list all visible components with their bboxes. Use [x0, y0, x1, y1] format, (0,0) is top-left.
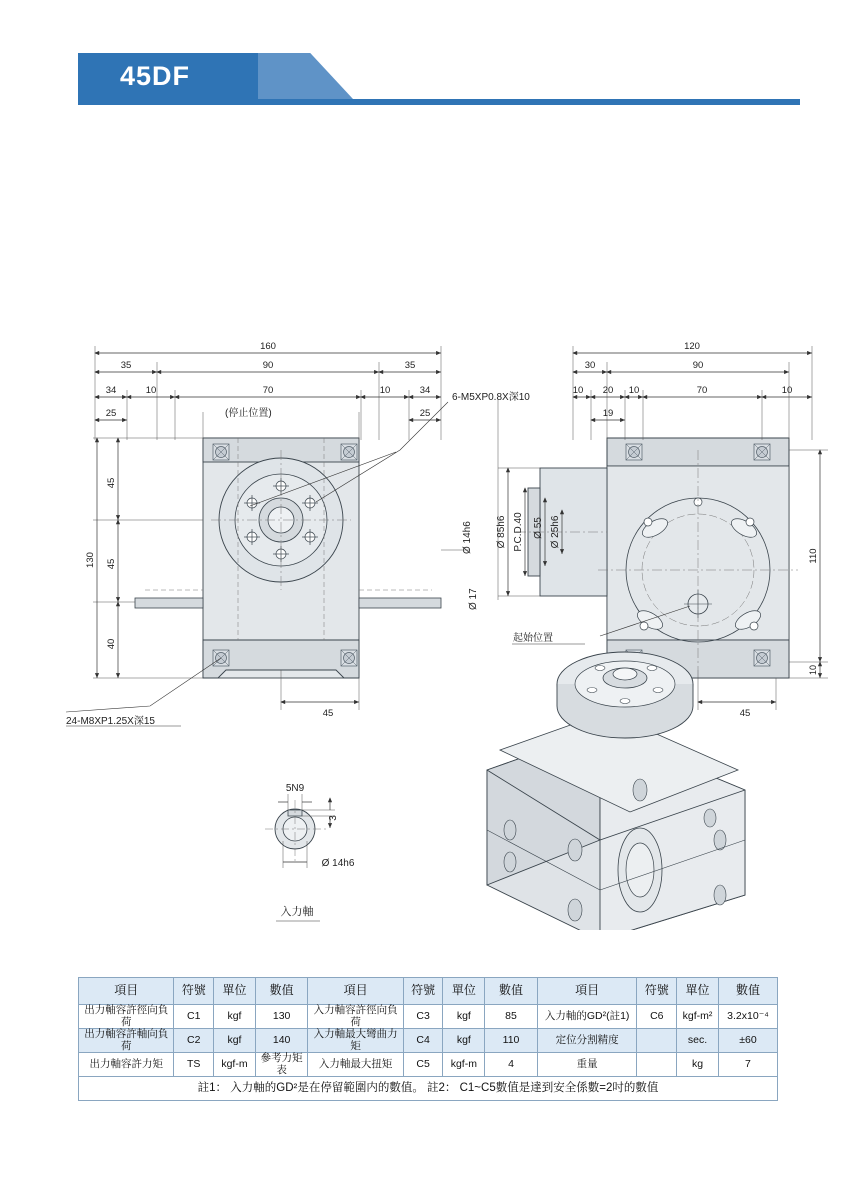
- cell: 140: [255, 1029, 308, 1053]
- cell: 4: [485, 1053, 538, 1077]
- cell: 入力軸最大彎曲力矩: [308, 1029, 403, 1053]
- svg-text:90: 90: [262, 360, 274, 371]
- svg-text:19: 19: [602, 408, 614, 419]
- svg-text:Ø 55: Ø 55: [533, 517, 544, 539]
- svg-text:45: 45: [106, 558, 117, 570]
- svg-text:45: 45: [106, 477, 117, 489]
- svg-text:Ø 14h6: Ø 14h6: [321, 858, 355, 869]
- cell: [637, 1029, 677, 1053]
- table-row: [79, 1005, 778, 1029]
- cell: 出力軸容許力矩: [79, 1053, 174, 1077]
- header-slant-shape: [258, 53, 353, 99]
- header-item-2: 項目: [308, 978, 403, 1005]
- header-sym-1: 符號: [174, 978, 214, 1005]
- header-sym-3: 符號: [637, 978, 677, 1005]
- svg-text:Ø 25h6: Ø 25h6: [550, 515, 561, 549]
- header-underline: [78, 99, 800, 105]
- header-unit-1: 單位: [214, 978, 256, 1005]
- svg-text:P.C.D.40: P.C.D.40: [513, 512, 524, 552]
- cell: kgf-m²: [677, 1005, 719, 1029]
- cell: 出力軸容許軸向負荷: [79, 1029, 174, 1053]
- cell: C6: [637, 1005, 677, 1029]
- svg-text:40: 40: [106, 638, 117, 650]
- table-header-row: [79, 978, 778, 1005]
- header-item-3: 項目: [537, 978, 637, 1005]
- svg-text:110: 110: [808, 548, 819, 564]
- svg-text:Ø 17: Ø 17: [468, 588, 479, 610]
- svg-text:(停止位置): (停止位置): [225, 408, 272, 419]
- cell: 入力軸容許徑向負荷: [308, 1005, 403, 1029]
- svg-text:34: 34: [419, 385, 431, 396]
- cell: 7: [718, 1053, 777, 1077]
- svg-text:70: 70: [262, 385, 274, 396]
- cell: 定位分割精度: [537, 1029, 637, 1053]
- svg-text:10: 10: [379, 385, 391, 396]
- cell: ±60: [718, 1029, 777, 1053]
- table-row: [79, 1029, 778, 1053]
- header-val-1: 數值: [255, 978, 308, 1005]
- technical-drawing-area: [0, 150, 855, 930]
- header-val-3: 數值: [718, 978, 777, 1005]
- cell: C3: [403, 1005, 443, 1029]
- specification-table: [78, 977, 778, 1101]
- cell: 參考力矩表: [255, 1053, 308, 1077]
- header-unit-3: 單位: [677, 978, 719, 1005]
- cell: 出力軸容許徑向負荷: [79, 1005, 174, 1029]
- drawing-svg: [0, 150, 855, 930]
- cell: C1: [174, 1005, 214, 1029]
- svg-text:90: 90: [692, 360, 704, 371]
- svg-text:10: 10: [145, 385, 157, 396]
- table-row: [79, 1053, 778, 1077]
- svg-text:5N9: 5N9: [285, 783, 305, 794]
- svg-text:45: 45: [739, 708, 751, 719]
- svg-text:25: 25: [105, 408, 117, 419]
- cell: C4: [403, 1029, 443, 1053]
- svg-text:24-M8XP1.25X深15: 24-M8XP1.25X深15: [66, 716, 155, 727]
- svg-text:20: 20: [602, 385, 614, 396]
- svg-text:34: 34: [105, 385, 117, 396]
- svg-text:入力軸: 入力軸: [280, 906, 314, 918]
- cell: sec.: [677, 1029, 719, 1053]
- cell: kgf: [443, 1029, 485, 1053]
- svg-text:Ø 14h6: Ø 14h6: [462, 521, 473, 554]
- cell: 110: [485, 1029, 538, 1053]
- svg-text:30: 30: [584, 360, 596, 371]
- cell: kgf-m: [214, 1053, 256, 1077]
- svg-text:120: 120: [684, 341, 700, 352]
- cell: 重量: [537, 1053, 637, 1077]
- cell: kg: [677, 1053, 719, 1077]
- svg-text:6-M5XP0.8X深10: 6-M5XP0.8X深10: [452, 392, 530, 403]
- svg-text:10: 10: [781, 385, 793, 396]
- svg-text:35: 35: [404, 360, 416, 371]
- svg-text:130: 130: [85, 552, 96, 568]
- svg-text:Ø 85h6: Ø 85h6: [496, 515, 507, 549]
- svg-text:160: 160: [260, 341, 276, 352]
- svg-text:10: 10: [628, 385, 640, 396]
- header-val-2: 數值: [485, 978, 538, 1005]
- header-sym-2: 符號: [403, 978, 443, 1005]
- svg-text:25: 25: [419, 408, 431, 419]
- svg-text:35: 35: [120, 360, 132, 371]
- header-unit-2: 單位: [443, 978, 485, 1005]
- cell: 3.2x10⁻⁴: [718, 1005, 777, 1029]
- table-note-row: [79, 1077, 778, 1101]
- cell: C2: [174, 1029, 214, 1053]
- table-note: 註1： 入力軸的GD²是在停留範圍内的數值。 註2： C1~C5數值是達到安全係數=2吋的數值: [79, 1077, 778, 1101]
- header-item-1: 項目: [79, 978, 174, 1005]
- cell: kgf-m: [443, 1053, 485, 1077]
- svg-text:起始位置: 起始位置: [513, 633, 553, 644]
- cell: C5: [403, 1053, 443, 1077]
- cell: 入力軸的GD²(註1): [537, 1005, 637, 1029]
- svg-text:70: 70: [696, 385, 708, 396]
- cell: 130: [255, 1005, 308, 1029]
- cell: kgf: [443, 1005, 485, 1029]
- page-title: 45DF: [120, 61, 191, 91]
- cell: 入力軸最大扭矩: [308, 1053, 403, 1077]
- model-header-banner: [78, 53, 800, 105]
- cell: kgf: [214, 1029, 256, 1053]
- svg-text:10: 10: [572, 385, 584, 396]
- svg-text:10: 10: [808, 664, 818, 676]
- cell: TS: [174, 1053, 214, 1077]
- svg-text:3: 3: [328, 815, 339, 821]
- svg-text:45: 45: [322, 708, 334, 719]
- cell: [637, 1053, 677, 1077]
- cell: kgf: [214, 1005, 256, 1029]
- cell: 85: [485, 1005, 538, 1029]
